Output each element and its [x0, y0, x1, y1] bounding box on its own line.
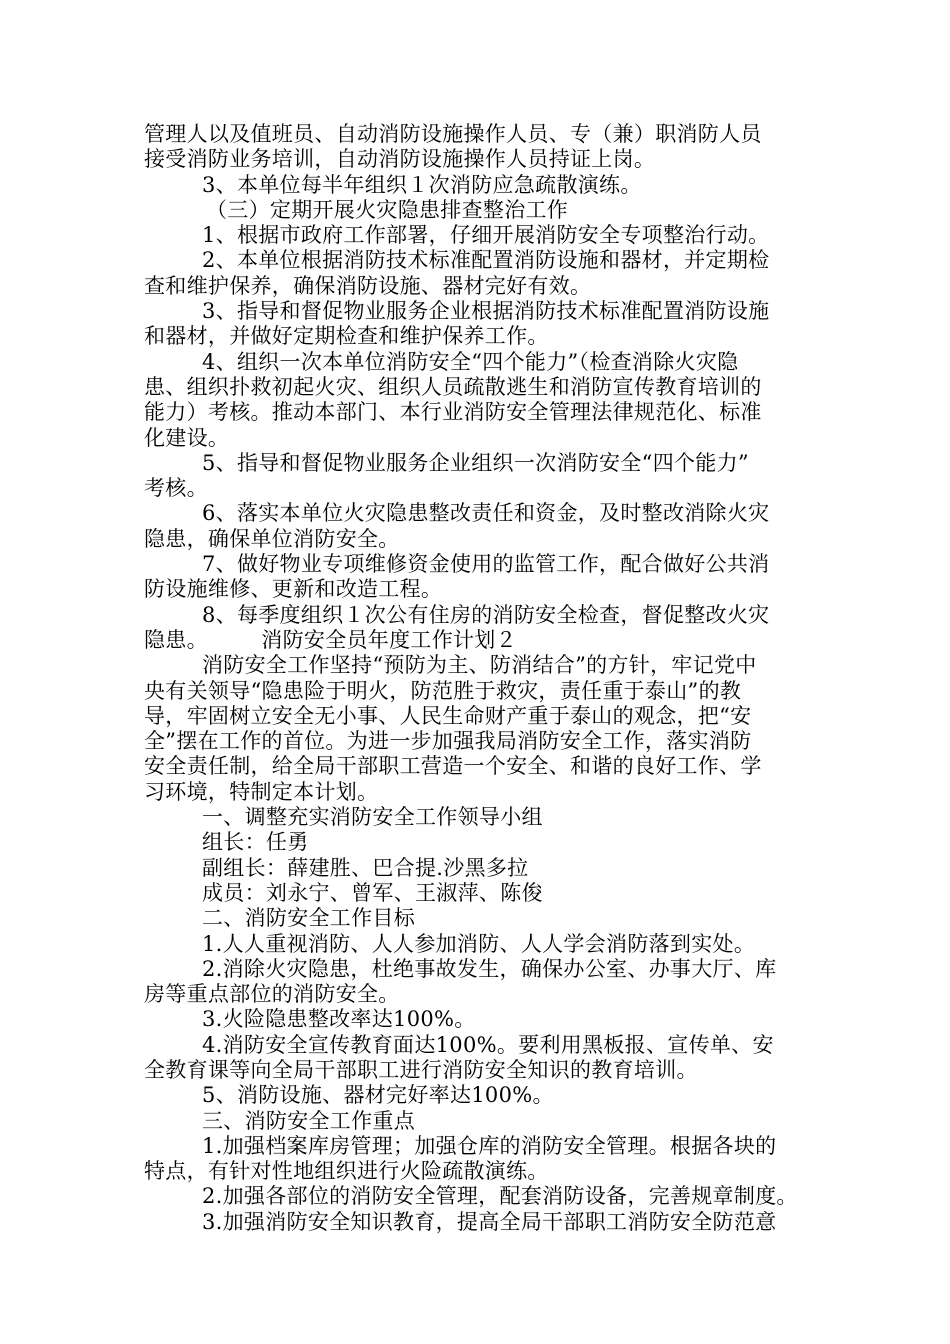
text-line: 8、每季度组织１次公有住房的消防安全检查，督促整改火灾 [202, 602, 770, 627]
section-heading: 一、调整充实消防安全工作领导小组 [202, 805, 543, 830]
text-line: 5、消防设施、器材完好率达100%。 [202, 1083, 554, 1108]
text-line: 4、组织一次本单位消防安全“四个能力”（检查消除火灾隐 [202, 349, 739, 374]
text-line: 化建设。 [144, 425, 230, 450]
text-line: 4.消防安全宣传教育面达100%。要利用黑板报、宣传单、安 [202, 1032, 774, 1057]
text-line: 3、本单位每半年组织１次消防应急疏散演练。 [202, 172, 642, 197]
text-line: 6、落实本单位火灾隐患整改责任和资金，及时整改消除火灾 [202, 501, 770, 526]
text-line: 安全责任制，给全局干部职工营造一个安全、和谐的良好工作、学 [144, 754, 762, 779]
text-line: 患、组织扑救初起火灾、组织人员疏散逃生和消防宣传教育培训的 [144, 374, 762, 399]
text-line: 1、根据市政府工作部署，仔细开展消防安全专项整治行动。 [202, 223, 770, 248]
text-line: 导，牢固树立安全无小事、人民生命财产重于泰山的观念，把“安 [144, 703, 752, 728]
text-line: 1.人人重视消防、人人参加消防、人人学会消防落到实处。 [202, 931, 756, 956]
text-line: 隐患，确保单位消防安全。 [144, 526, 400, 551]
text-line: 2.加强各部位的消防安全管理，配套消防设备，完善规章制度。 [202, 1184, 798, 1209]
text-line: 考核。 [144, 476, 208, 501]
text-line: 3、指导和督促物业服务企业根据消防技术标准配置消防设施 [202, 299, 770, 324]
text-line: 成员：刘永宁、曾军、王淑萍、陈俊 [202, 880, 543, 905]
text-line: 1.加强档案库房管理；加强仓库的消防安全管理。根据各块的 [202, 1133, 777, 1158]
text-line: 特点，有针对性地组织进行火险疏散演练。 [144, 1159, 549, 1184]
text-line: 习环境，特制定本计划。 [144, 779, 379, 804]
text-line: 7、做好物业专项维修资金使用的监管工作，配合做好公共消 [202, 552, 770, 577]
text-line: 3.火险隐患整改率达100%。 [202, 1007, 476, 1032]
text-line: 3.加强消防安全知识教育，提高全局干部职工消防安全防范意 [202, 1209, 777, 1234]
text-line: 全教育课等向全局干部职工进行消防安全知识的教育培训。 [144, 1057, 698, 1082]
text-line: 查和维护保养，确保消防设施、器材完好有效。 [144, 273, 592, 298]
text-line: 管理人以及值班员、自动消防设施操作人员、专（兼）职消防人员 [144, 122, 762, 146]
document-body [144, 122, 824, 1235]
text-line: 能力）考核。推动本部门、本行业消防安全管理法律规范化、标准 [144, 400, 762, 425]
text-line: 接受消防业务培训，自动消防设施操作人员持证上岗。 [144, 147, 656, 172]
text-line: 消防安全工作坚持“预防为主、防消结合”的方针，牢记党中 [202, 653, 757, 678]
text-line: 房等重点部位的消防安全。 [144, 982, 400, 1007]
text-line: 5、指导和督促物业服务企业组织一次消防安全“四个能力” [202, 450, 749, 475]
text-line: 全”摆在工作的首位。为进一步加强我局消防安全工作，落实消防 [144, 729, 752, 754]
section-heading: 三、消防安全工作重点 [202, 1108, 415, 1133]
text-line: 隐患。 消防安全员年度工作计划２ [144, 627, 517, 652]
text-line: 防设施维修、更新和改造工程。 [144, 577, 443, 602]
text-line: 央有关领导“隐患险于明火，防范胜于救灾，责任重于泰山”的教 [144, 678, 742, 703]
section-heading: 二、消防安全工作目标 [202, 906, 415, 931]
text-line: 组长：任勇 [202, 830, 309, 855]
text-line: 和器材，并做好定期检查和维护保养工作。 [144, 324, 549, 349]
section-heading: （三）定期开展火灾隐患排查整治工作 [206, 197, 569, 222]
text-line: 2.消除火灾隐患，杜绝事故发生，确保办公室、办事大厅、库 [202, 956, 777, 981]
text-line: 2、本单位根据消防技术标准配置消防设施和器材，并定期检 [202, 248, 770, 273]
text-line: 副组长：薛建胜、巴合提.沙黑多拉 [202, 855, 529, 880]
